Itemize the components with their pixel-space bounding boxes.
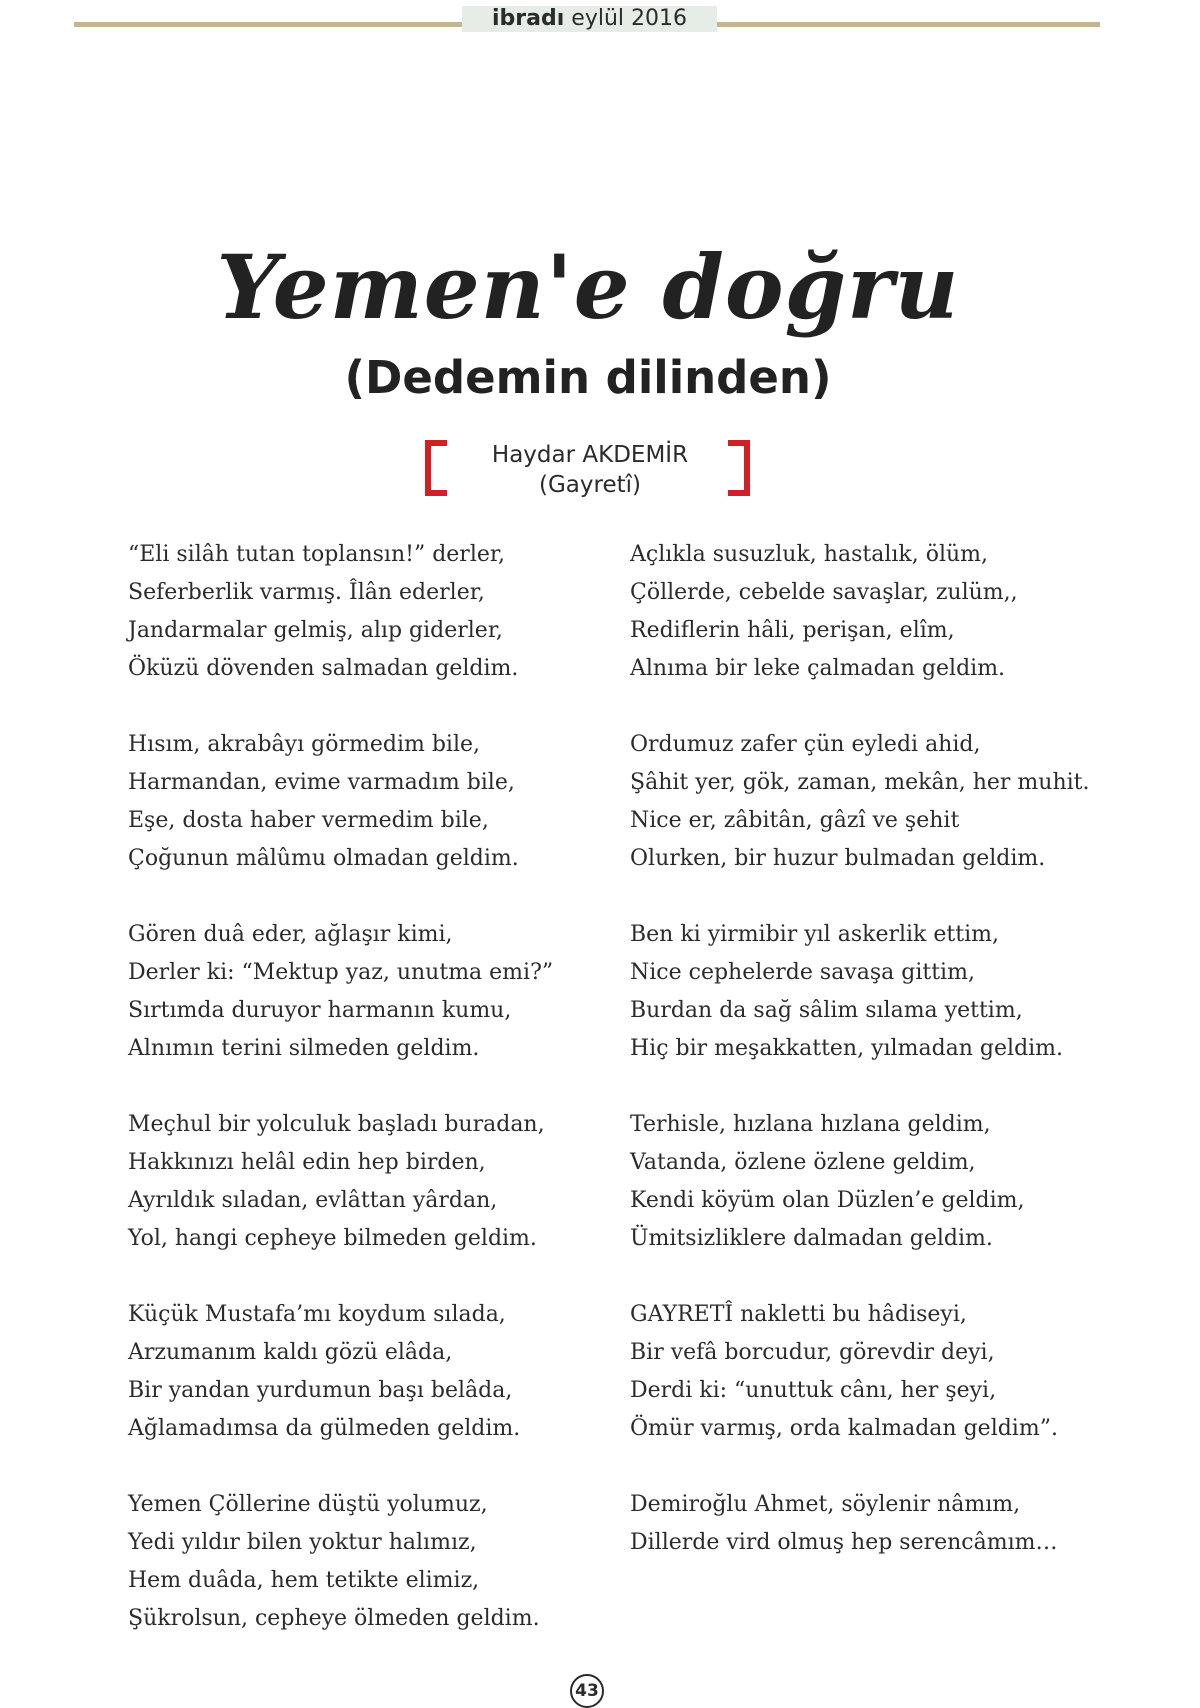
poem-line: Yol, hangi cepheye bilmeden geldim.: [128, 1226, 537, 1251]
poem-line: “Eli silâh tutan toplansın!” derler,: [128, 542, 505, 567]
issue-date: eylül 2016: [571, 6, 687, 31]
stanza: [630, 536, 1110, 688]
running-header: [462, 6, 717, 32]
poem-line: Açlıkla susuzluk, hastalık, ölüm,: [630, 542, 989, 567]
poem-line: Olurken, bir huzur bulmadan geldim.: [630, 846, 1046, 871]
header-rule-right: [717, 22, 1100, 27]
poem-line: Ayrıldık sıladan, evlâttan yârdan,: [128, 1188, 498, 1213]
poem-line: Ömür varmış, orda kalmadan geldim”.: [630, 1416, 1058, 1441]
stanza: [630, 1106, 1110, 1258]
poem-line: Jandarmalar gelmiş, alıp giderler,: [128, 618, 503, 643]
poem-line: Meçhul bir yolculuk başladı buradan,: [128, 1112, 545, 1137]
poem-line: Derler ki: “Mektup yaz, unutma emi?”: [128, 960, 554, 985]
poem-line: Küçük Mustafa’mı koydum sılada,: [128, 1302, 506, 1327]
poem-line: Ordumuz zafer çün eyledi ahid,: [630, 732, 981, 757]
poem-line: Vatanda, özlene özlene geldim,: [630, 1150, 976, 1175]
author-pen-name: (Gayretî): [539, 472, 641, 498]
poem-line: Öküzü dövenden salmadan geldim.: [128, 656, 519, 681]
poem-line: Çöllerde, cebelde savaşlar, zulüm,,: [630, 580, 1018, 605]
poem-line: Seferberlik varmış. Îlân ederler,: [128, 580, 485, 605]
stanza: [630, 726, 1110, 878]
stanza: [128, 1106, 608, 1258]
poem-line: Ben ki yirmibir yıl askerlik ettim,: [630, 922, 999, 947]
poem-line: Bir yandan yurdumun başı belâda,: [128, 1378, 513, 1403]
header-rule-left: [74, 22, 462, 27]
poem-column-left: [128, 536, 608, 1676]
poem-line: Gören duâ eder, ağlaşır kimi,: [128, 922, 453, 947]
stanza: [630, 1296, 1110, 1448]
poem-line: Hakkınızı helâl edin hep birden,: [128, 1150, 486, 1175]
poem-line: Ağlamadımsa da gülmeden geldim.: [128, 1416, 521, 1441]
poem-line: Hiç bir meşakkatten, yılmadan geldim.: [630, 1036, 1064, 1061]
author-name: Haydar AKDEMİR: [491, 442, 689, 468]
poem-line: Eşe, dosta haber vermedim bile,: [128, 808, 489, 833]
poem-line: Rediflerin hâli, perişan, elîm,: [630, 618, 955, 643]
poem-title: Yemen'e doğru: [216, 235, 960, 339]
poem-line: Harmandan, evime varmadım bile,: [128, 770, 515, 795]
author-block: [440, 440, 740, 500]
poem-subtitle: (Dedemin dilinden): [344, 351, 832, 404]
poem-line: Sırtımda duruyor harmanın kumu,: [128, 998, 512, 1023]
poem-line: Nice cephelerde savaşa gittim,: [630, 960, 975, 985]
poem-line: Ümitsizliklere dalmadan geldim.: [630, 1226, 993, 1251]
stanza: [128, 916, 608, 1068]
stanza: [128, 726, 608, 878]
poem-line: Hem duâda, hem tetikte elimiz,: [128, 1568, 480, 1593]
poem-line: Yemen Çöllerine düştü yolumuz,: [128, 1492, 488, 1517]
stanza: [630, 916, 1110, 1068]
stanza: [128, 1486, 608, 1638]
poem-line: Çoğunun mâlûmu olmadan geldim.: [128, 846, 519, 871]
poem-line: Derdi ki: “unuttuk cânı, her şeyi,: [630, 1378, 997, 1403]
poem-line: Burdan da sağ sâlim sılama yettim,: [630, 998, 1023, 1023]
magazine-name: ibradı: [492, 6, 565, 31]
poem-line: Arzumanım kaldı gözü elâda,: [128, 1340, 453, 1365]
poem-line: Alnımın terini silmeden geldim.: [128, 1036, 480, 1061]
poem-line: Dillerde vird olmuş hep serencâmım…: [630, 1530, 1058, 1555]
poem-line: Kendi köyüm olan Düzlen’e geldim,: [630, 1188, 1025, 1213]
poem-line: Demiroğlu Ahmet, söylenir nâmım,: [630, 1492, 1021, 1517]
poem-line: Alnıma bir leke çalmadan geldim.: [630, 656, 1006, 681]
poem-line: Nice er, zâbitân, gâzî ve şehit: [630, 808, 960, 833]
poem-line: Yedi yıldır bilen yoktur halımız,: [128, 1530, 477, 1555]
stanza: [128, 536, 608, 688]
poem-line: GAYRETÎ nakletti bu hâdiseyi,: [630, 1302, 967, 1327]
poem-line: Hısım, akrabâyı görmedim bile,: [128, 732, 480, 757]
poem-line: Terhisle, hızlana hızlana geldim,: [630, 1112, 991, 1137]
poem-line: Şükrolsun, cepheye ölmeden geldim.: [128, 1606, 540, 1631]
poem-line: Şâhit yer, gök, zaman, mekân, her muhit.: [630, 770, 1090, 795]
page-number: 43: [570, 1674, 604, 1708]
poem-column-right: [630, 536, 1110, 1600]
stanza: [128, 1296, 608, 1448]
poem-line: Bir vefâ borcudur, görevdir deyi,: [630, 1340, 995, 1365]
stanza: [630, 1486, 1110, 1562]
